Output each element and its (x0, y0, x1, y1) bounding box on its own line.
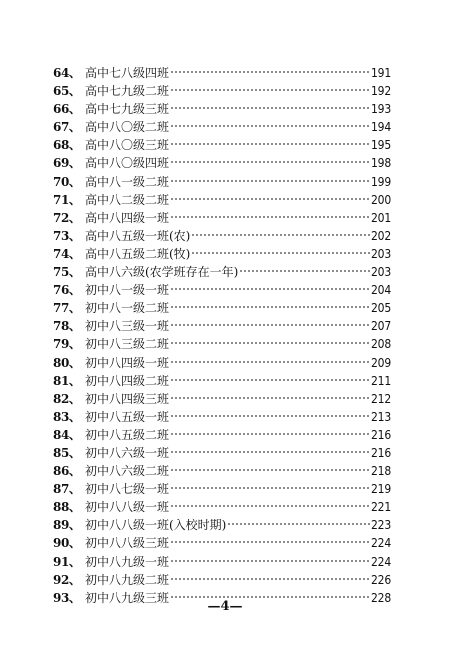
toc-entry[interactable] (53, 263, 391, 281)
toc-entry[interactable] (53, 498, 391, 516)
dot-leader (170, 179, 370, 183)
dot-leader (170, 432, 370, 436)
toc-entry-title: 高中七九级三班 (85, 102, 170, 117)
toc-entry-page-number: 194 (370, 120, 391, 135)
toc-entry-number: 74、 (53, 246, 81, 261)
toc-entry-page-number: 204 (370, 283, 391, 298)
toc-entry-title: 初中八八级三班 (85, 536, 170, 551)
toc-entry-title: 高中七八级四班 (85, 66, 170, 80)
dot-leader (170, 70, 370, 74)
toc-entry-title: 初中八三级二班 (85, 337, 170, 352)
toc-entry-number: 78、 (53, 319, 81, 334)
toc-entry[interactable] (53, 64, 391, 82)
toc-entry-title: 初中八六级二班 (85, 464, 170, 479)
toc-entry[interactable] (53, 354, 391, 372)
toc-entry[interactable] (53, 426, 391, 444)
toc-entry[interactable] (53, 480, 391, 498)
dot-leader (170, 305, 370, 309)
toc-entry-page-number: 199 (370, 174, 391, 189)
toc-entry-title: 高中八五级二班(牧) (85, 246, 191, 261)
toc-entry-page-number: 218 (370, 464, 391, 479)
toc-entry-title: 高中八五级一班(农) (85, 228, 191, 243)
toc-entry-number: 87、 (53, 482, 81, 497)
dot-leader (170, 396, 370, 400)
toc-entry[interactable] (53, 82, 391, 100)
toc-entry-page-number: 193 (370, 102, 391, 117)
toc-entry[interactable] (53, 136, 391, 154)
toc-entry[interactable] (53, 118, 391, 136)
toc-entry-number: 89、 (53, 518, 81, 533)
toc-entry-title: 初中八七级一班 (85, 482, 170, 497)
toc-entry-number: 69、 (53, 156, 81, 171)
toc-entry-number: 81、 (53, 373, 81, 388)
toc-entry-number: 66、 (53, 102, 81, 117)
toc-entry-number: 84、 (53, 427, 81, 442)
toc-entry-number: 70、 (53, 174, 81, 189)
toc-entry-number: 71、 (53, 192, 81, 207)
toc-entry[interactable] (53, 335, 391, 353)
toc-entry-page-number: 192 (370, 84, 391, 99)
toc-entry-title: 初中八九级二班 (85, 572, 170, 587)
dot-leader (170, 486, 370, 490)
toc-entry-title: 初中八九级三班 (85, 590, 170, 605)
dot-leader (170, 88, 370, 92)
toc-entry-number: 80、 (53, 355, 81, 370)
dot-leader (170, 197, 370, 201)
toc-entry-title: 高中八四级一班 (85, 210, 170, 225)
toc-entry[interactable] (53, 390, 391, 408)
toc-entry-page-number: 202 (370, 228, 391, 243)
dot-leader (170, 450, 370, 454)
toc-entry[interactable] (53, 462, 391, 480)
dot-leader (170, 215, 370, 219)
dot-leader (170, 160, 370, 164)
toc-entry-number: 85、 (53, 445, 81, 460)
toc-entry-number: 67、 (53, 120, 81, 135)
toc-entry-title: 初中八三级一班 (85, 319, 170, 334)
toc-entry[interactable] (53, 191, 391, 209)
toc-entry-page-number: 228 (370, 590, 391, 605)
toc-entry-page-number: 209 (370, 355, 391, 370)
toc-entry-page-number: 224 (370, 536, 391, 551)
page-number-footer: —4— (207, 599, 243, 614)
toc-entry-title: 初中八四级二班 (85, 373, 170, 388)
toc-entry-title: 初中八六级一班 (85, 445, 170, 460)
toc-entry-page-number: 221 (370, 500, 391, 515)
dot-leader (170, 360, 370, 364)
dot-leader (170, 559, 370, 563)
toc-entry[interactable] (53, 408, 391, 426)
toc-entry-number: 91、 (53, 554, 81, 569)
toc-entry-title: 高中八〇级二班 (85, 120, 170, 135)
toc-entry-title: 高中八〇级三班 (85, 138, 170, 153)
dot-leader (170, 124, 370, 128)
toc-entry-page-number: 219 (370, 482, 391, 497)
toc-entry-page-number: 213 (370, 409, 391, 424)
toc-entry-number: 88、 (53, 500, 81, 515)
toc-entry[interactable] (53, 372, 391, 390)
toc-entry[interactable] (53, 245, 391, 263)
toc-entry[interactable] (53, 444, 391, 462)
table-of-contents (53, 64, 391, 607)
toc-entry-number: 86、 (53, 464, 81, 479)
toc-entry-title: 初中八一级二班 (85, 301, 170, 316)
toc-entry-page-number: 201 (370, 210, 391, 225)
toc-entry-title: 高中八〇级四班 (85, 156, 170, 171)
toc-entry[interactable] (53, 299, 391, 317)
toc-entry[interactable] (53, 100, 391, 118)
toc-entry-number: 64、 (53, 66, 81, 80)
toc-entry-page-number: 205 (370, 301, 391, 316)
dot-leader (191, 233, 370, 237)
toc-entry-number: 77、 (53, 301, 81, 316)
toc-entry-number: 93、 (53, 590, 81, 605)
toc-entry-page-number: 223 (370, 518, 391, 533)
toc-entry-number: 72、 (53, 210, 81, 225)
toc-entry-page-number: 224 (370, 554, 391, 569)
dot-leader (170, 142, 370, 146)
toc-entry-page-number: 195 (370, 138, 391, 153)
dot-leader (170, 323, 370, 327)
dot-leader (239, 269, 370, 273)
toc-entry-page-number: 203 (370, 265, 391, 280)
toc-entry-number: 73、 (53, 228, 81, 243)
toc-entry-title: 高中八六级(农学班存在一年) (85, 265, 239, 280)
toc-entry-number: 79、 (53, 337, 81, 352)
toc-entry-page-number: 212 (370, 391, 391, 406)
toc-entry[interactable] (53, 281, 391, 299)
toc-entry-title: 初中八五级二班 (85, 427, 170, 442)
toc-entry-title: 初中八八级一班(入校时期) (85, 518, 227, 533)
toc-entry-title: 高中七九级二班 (85, 84, 170, 99)
dot-leader (170, 106, 370, 110)
dot-leader (170, 540, 370, 544)
dot-leader (170, 577, 370, 581)
toc-entry[interactable] (53, 317, 391, 335)
toc-entry[interactable] (53, 227, 391, 245)
toc-entry-title: 初中八五级一班 (85, 409, 170, 424)
toc-entry-page-number: 208 (370, 337, 391, 352)
toc-entry-number: 68、 (53, 138, 81, 153)
toc-entry-page-number: 207 (370, 319, 391, 334)
toc-entry-title: 初中八四级三班 (85, 391, 170, 406)
toc-entry[interactable] (53, 571, 391, 589)
toc-entry-title: 高中八二级二班 (85, 192, 170, 207)
dot-leader (170, 414, 370, 418)
toc-entry-title: 初中八八级一班 (85, 500, 170, 515)
toc-entry-page-number: 191 (370, 66, 391, 80)
toc-entry-title: 初中八九级一班 (85, 554, 170, 569)
dot-leader (170, 468, 370, 472)
toc-entry-page-number: 200 (370, 192, 391, 207)
toc-entry-number: 83、 (53, 409, 81, 424)
toc-entry[interactable] (53, 534, 391, 552)
toc-entry[interactable] (53, 209, 391, 227)
toc-entry-number: 76、 (53, 283, 81, 298)
dot-leader (170, 341, 370, 345)
dot-leader (170, 504, 370, 508)
toc-entry-number: 75、 (53, 265, 81, 280)
toc-entry[interactable] (53, 516, 391, 534)
toc-entry-page-number: 226 (370, 572, 391, 587)
dot-leader (170, 287, 370, 291)
toc-entry-number: 65、 (53, 84, 81, 99)
toc-entry[interactable] (53, 154, 391, 172)
toc-entry-page-number: 216 (370, 445, 391, 460)
toc-entry-title: 初中八一级一班 (85, 283, 170, 298)
toc-entry-number: 90、 (53, 536, 81, 551)
dot-leader (191, 251, 370, 255)
dot-leader (227, 522, 370, 526)
toc-entry[interactable] (53, 173, 391, 191)
toc-entry[interactable] (53, 553, 391, 571)
toc-entry-number: 92、 (53, 572, 81, 587)
toc-entry-page-number: 198 (370, 156, 391, 171)
toc-entry-title: 高中八一级二班 (85, 174, 170, 189)
toc-entry-page-number: 211 (370, 373, 391, 388)
toc-entry-number: 82、 (53, 391, 81, 406)
toc-entry-page-number: 203 (370, 246, 391, 261)
toc-entry-page-number: 216 (370, 427, 391, 442)
toc-entry-title: 初中八四级一班 (85, 355, 170, 370)
dot-leader (170, 378, 370, 382)
